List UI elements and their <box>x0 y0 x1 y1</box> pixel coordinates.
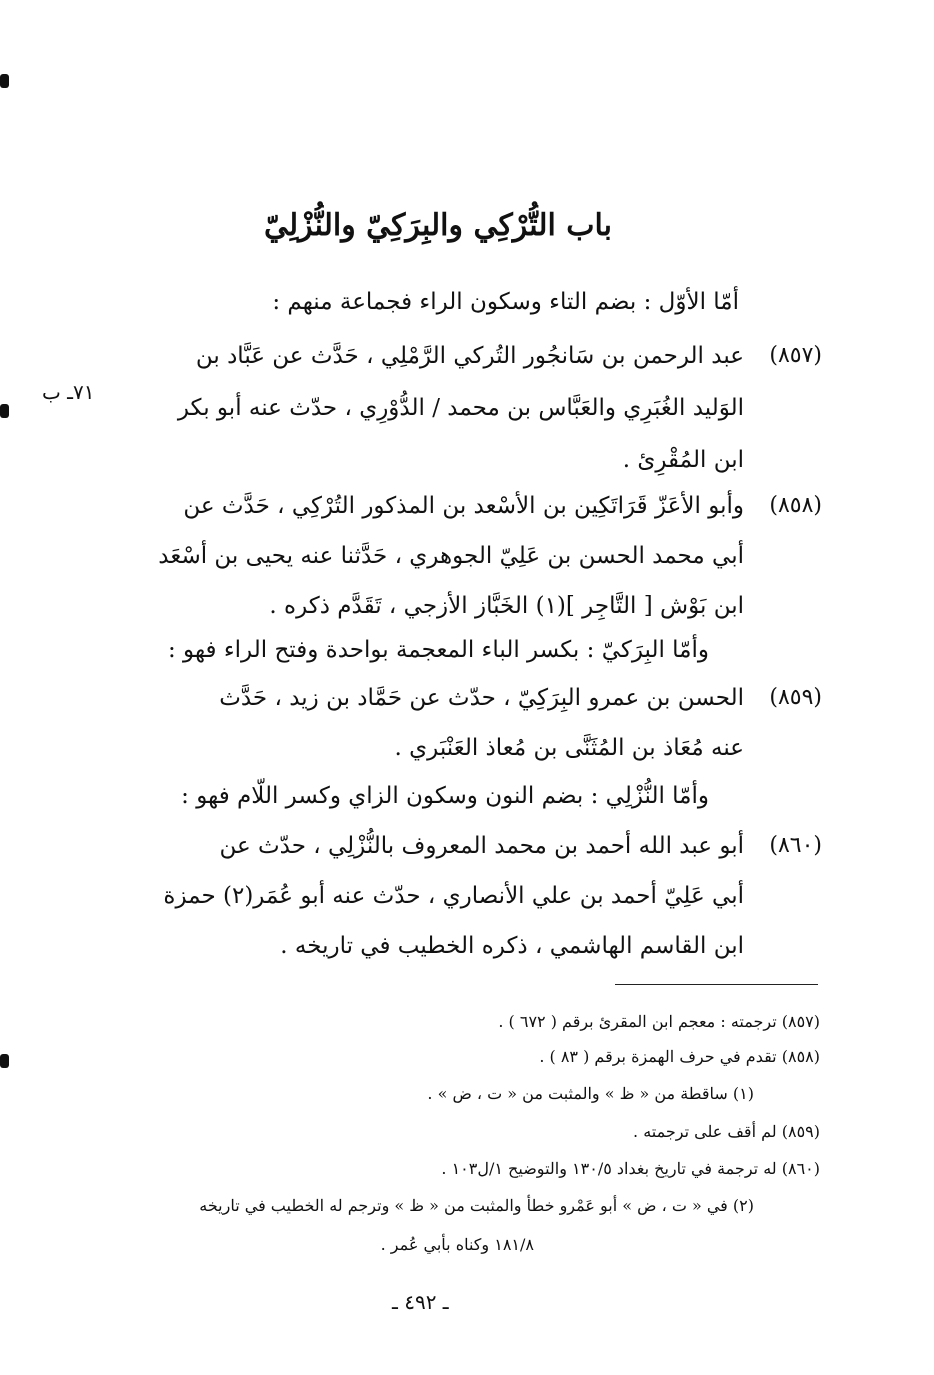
entry-number: (٨٦٠) <box>769 833 822 858</box>
footnote: ١٨١/٨ وكناه بأبي عُمر . <box>380 1235 534 1254</box>
chapter-heading: باب التُّرْكِي والبِرَكِيّ والنُّزْلِيّ <box>263 208 612 243</box>
footnote: (٨٦٠) له ترجمة في تاريخ بغداد ١٣٠/٥ والتوضيح ١/ل١٠٣ . <box>441 1159 820 1178</box>
entry-line: الوَليد الغُبَرِي والعَبَّاس بن محمد / الدُّوْرِي ، حدّث عنه أبو بكر <box>177 395 744 421</box>
entry-line: عبد الرحمن بن سَانجُور التُركي الرَّمْلِي ، حَدَّث عن عَبَّاد بن <box>195 343 744 369</box>
margin-folio-note: ٧١ـ ب <box>42 380 95 404</box>
entry-line: وأبو الأعَزّ قَرَاتَكِين بن الأسْعد بن المذكور التُرْكِي ، حَدَّث عن <box>183 493 744 519</box>
scan-edge-mark <box>0 404 9 418</box>
entry-line: الحسن بن عمرو البِرَكِيّ ، حدّث عن حَمَّاد بن زيد ، حَدَّث <box>219 685 744 711</box>
page-number: ـ ٤٩٢ ـ <box>392 1290 449 1314</box>
entry-line: ابن القاسم الهاشمي ، ذكره الخطيب في تاريخه . <box>280 933 744 959</box>
intro-third: وأمّا النُّزْلِي : بضم النون وسكون الزاي وكسر اللّام فهو : <box>181 783 709 809</box>
entry-line: ابن بَوْش [ التَّاجِر ](١) الخَبَّاز الأزجي ، تَقَدَّم ذكره . <box>269 593 744 619</box>
entry-line: عنه مُعَاذ بن المُثَنَّى بن مُعاذ العَنْبَري . <box>394 735 744 761</box>
entry-line: ابن المُقْرِئ . <box>622 447 744 473</box>
scan-edge-mark <box>0 1054 9 1068</box>
footnote: (١) ساقطة من « ظ » والمثبت من « ت ، ض » . <box>427 1084 754 1103</box>
entry-line: أبو عبد الله أحمد بن محمد المعروف بالنُّزْلِي ، حدّث عن <box>219 833 744 859</box>
footnote: (٨٥٨) تقدم في حرف الهمزة برقم ( ٨٣ ) . <box>539 1047 820 1066</box>
entry-line: أبي عَلِيّ أحمد بن علي الأنصاري ، حدّث عنه أبو عُمَر(٢) حمزة <box>163 883 744 909</box>
footnote: (٨٥٩) لم أقف على ترجمته . <box>633 1122 820 1141</box>
intro-second: وأمّا البِرَكيّ : بكسر الباء المعجمة بواحدة وفتح الراء فهو : <box>168 637 709 663</box>
entry-number: (٨٥٧) <box>769 343 822 368</box>
entry-line: أبي محمد الحسن بن عَلِيّ الجوهري ، حَدَّثنا عنه يحيى بن أسْعَد <box>158 543 744 569</box>
scan-edge-mark <box>0 74 9 88</box>
footnote: (٢) في « ت ، ض » أبو عَمْرو خطأ والمثبت من « ظ » وترجم له الخطيب في تاريخه <box>199 1196 754 1215</box>
entry-number: (٨٥٩) <box>769 685 822 710</box>
footnote-separator <box>615 984 818 985</box>
entry-number: (٨٥٨) <box>769 493 822 518</box>
footnote: (٨٥٧) ترجمته : معجم ابن المقرئ برقم ( ٦٧٢ ) . <box>498 1012 820 1031</box>
intro-first: أمّا الأوّل : بضم التاء وسكون الراء فجماعة منهم : <box>272 289 739 315</box>
